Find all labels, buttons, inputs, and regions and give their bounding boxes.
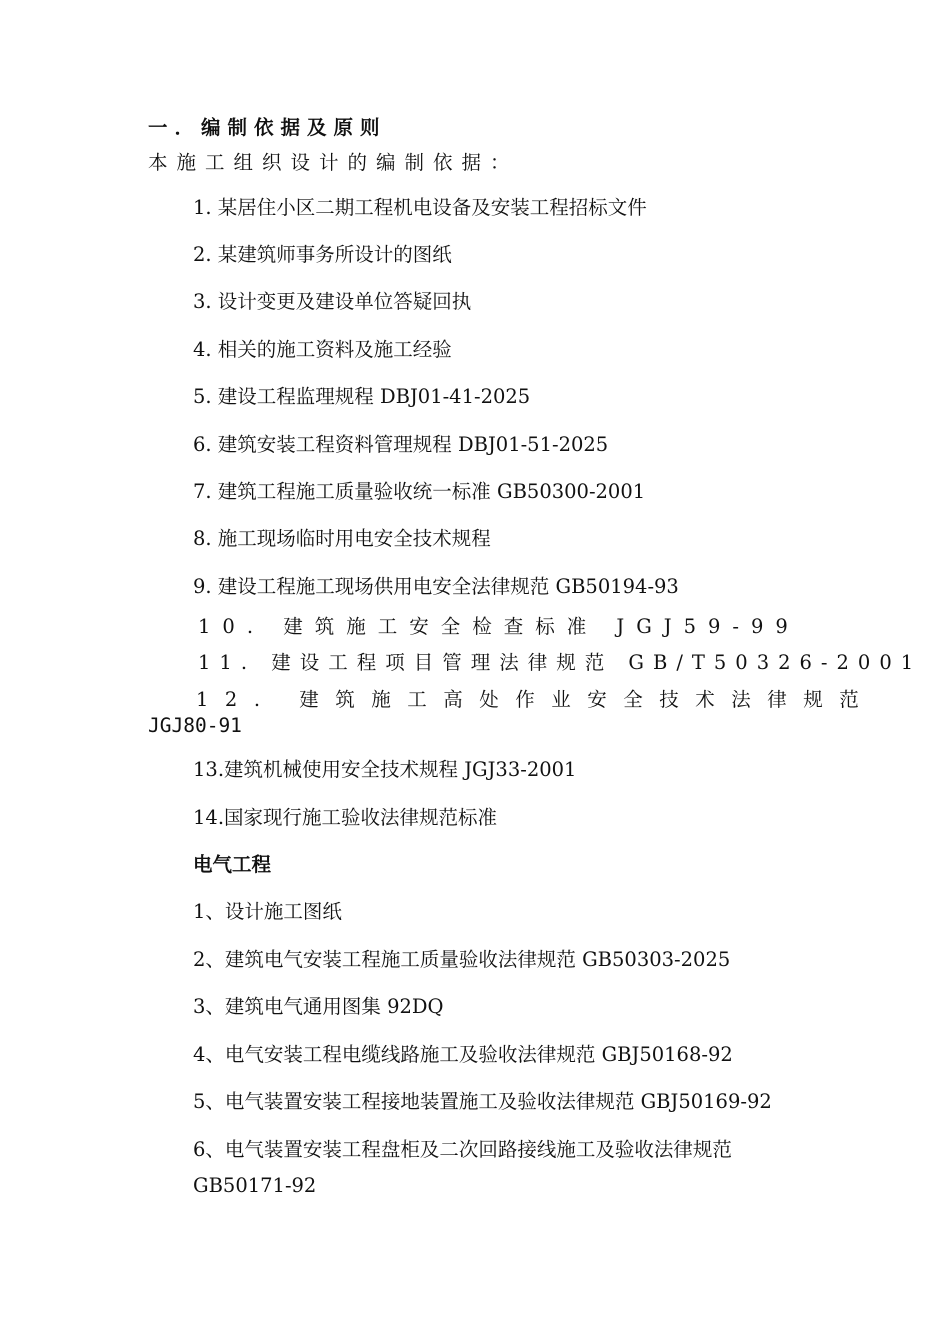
list-item-continuation: GB50171-92 — [193, 1174, 317, 1197]
list-item: 3. 设计变更及建设单位答疑回执 — [193, 290, 472, 313]
list-item: 11. 建设工程项目管理法律规范 GB/T50326-2001 — [198, 651, 923, 674]
list-item: 1. 某居住小区二期工程机电设备及安装工程招标文件 — [193, 196, 647, 219]
list-item: 4. 相关的施工资料及施工经验 — [193, 338, 452, 361]
list-item: 5、电气装置安装工程接地装置施工及验收法律规范 GBJ50169-92 — [193, 1090, 772, 1113]
list-item: 1、设计施工图纸 — [193, 900, 342, 923]
list-item: 12. 建筑施工高处作业安全技术法律规范 — [196, 688, 876, 711]
list-item: 14.国家现行施工验收法律规范标准 — [193, 806, 498, 829]
list-item: 2、建筑电气安装工程施工质量验收法律规范 GB50303-2025 — [193, 948, 731, 971]
list-item: 5. 建设工程监理规程 DBJ01-41-2025 — [193, 385, 531, 408]
section-title: 一．编制依据及原则 — [148, 116, 387, 139]
list-item: 2. 某建筑师事务所设计的图纸 — [193, 243, 452, 266]
list-item: 10. 建筑施工安全检查标准 JGJ59-99 — [198, 615, 800, 638]
list-item: 3、建筑电气通用图集 92DQ — [193, 995, 444, 1018]
list-item: 13.建筑机械使用安全技术规程 JGJ33-2001 — [193, 758, 577, 781]
list-item: 9. 建设工程施工现场供用电安全法律规范 GB50194-93 — [193, 575, 679, 598]
list-item: 4、电气安装工程电缆线路施工及验收法律规范 GBJ50168-92 — [193, 1043, 733, 1066]
electrical-heading: 电气工程 — [193, 853, 272, 876]
intro-text: 本施工组织设计的编制依据： — [148, 151, 519, 174]
list-item: 6. 建筑安装工程资料管理规程 DBJ01-51-2025 — [193, 433, 609, 456]
list-item: 8. 施工现场临时用电安全技术规程 — [193, 527, 491, 550]
list-item: 6、电气装置安装工程盘柜及二次回路接线施工及验收法律规范 — [193, 1138, 732, 1161]
list-item: 7. 建筑工程施工质量验收统一标准 GB50300-2001 — [193, 480, 646, 503]
list-item-continuation: JGJ80-91 — [148, 714, 242, 737]
